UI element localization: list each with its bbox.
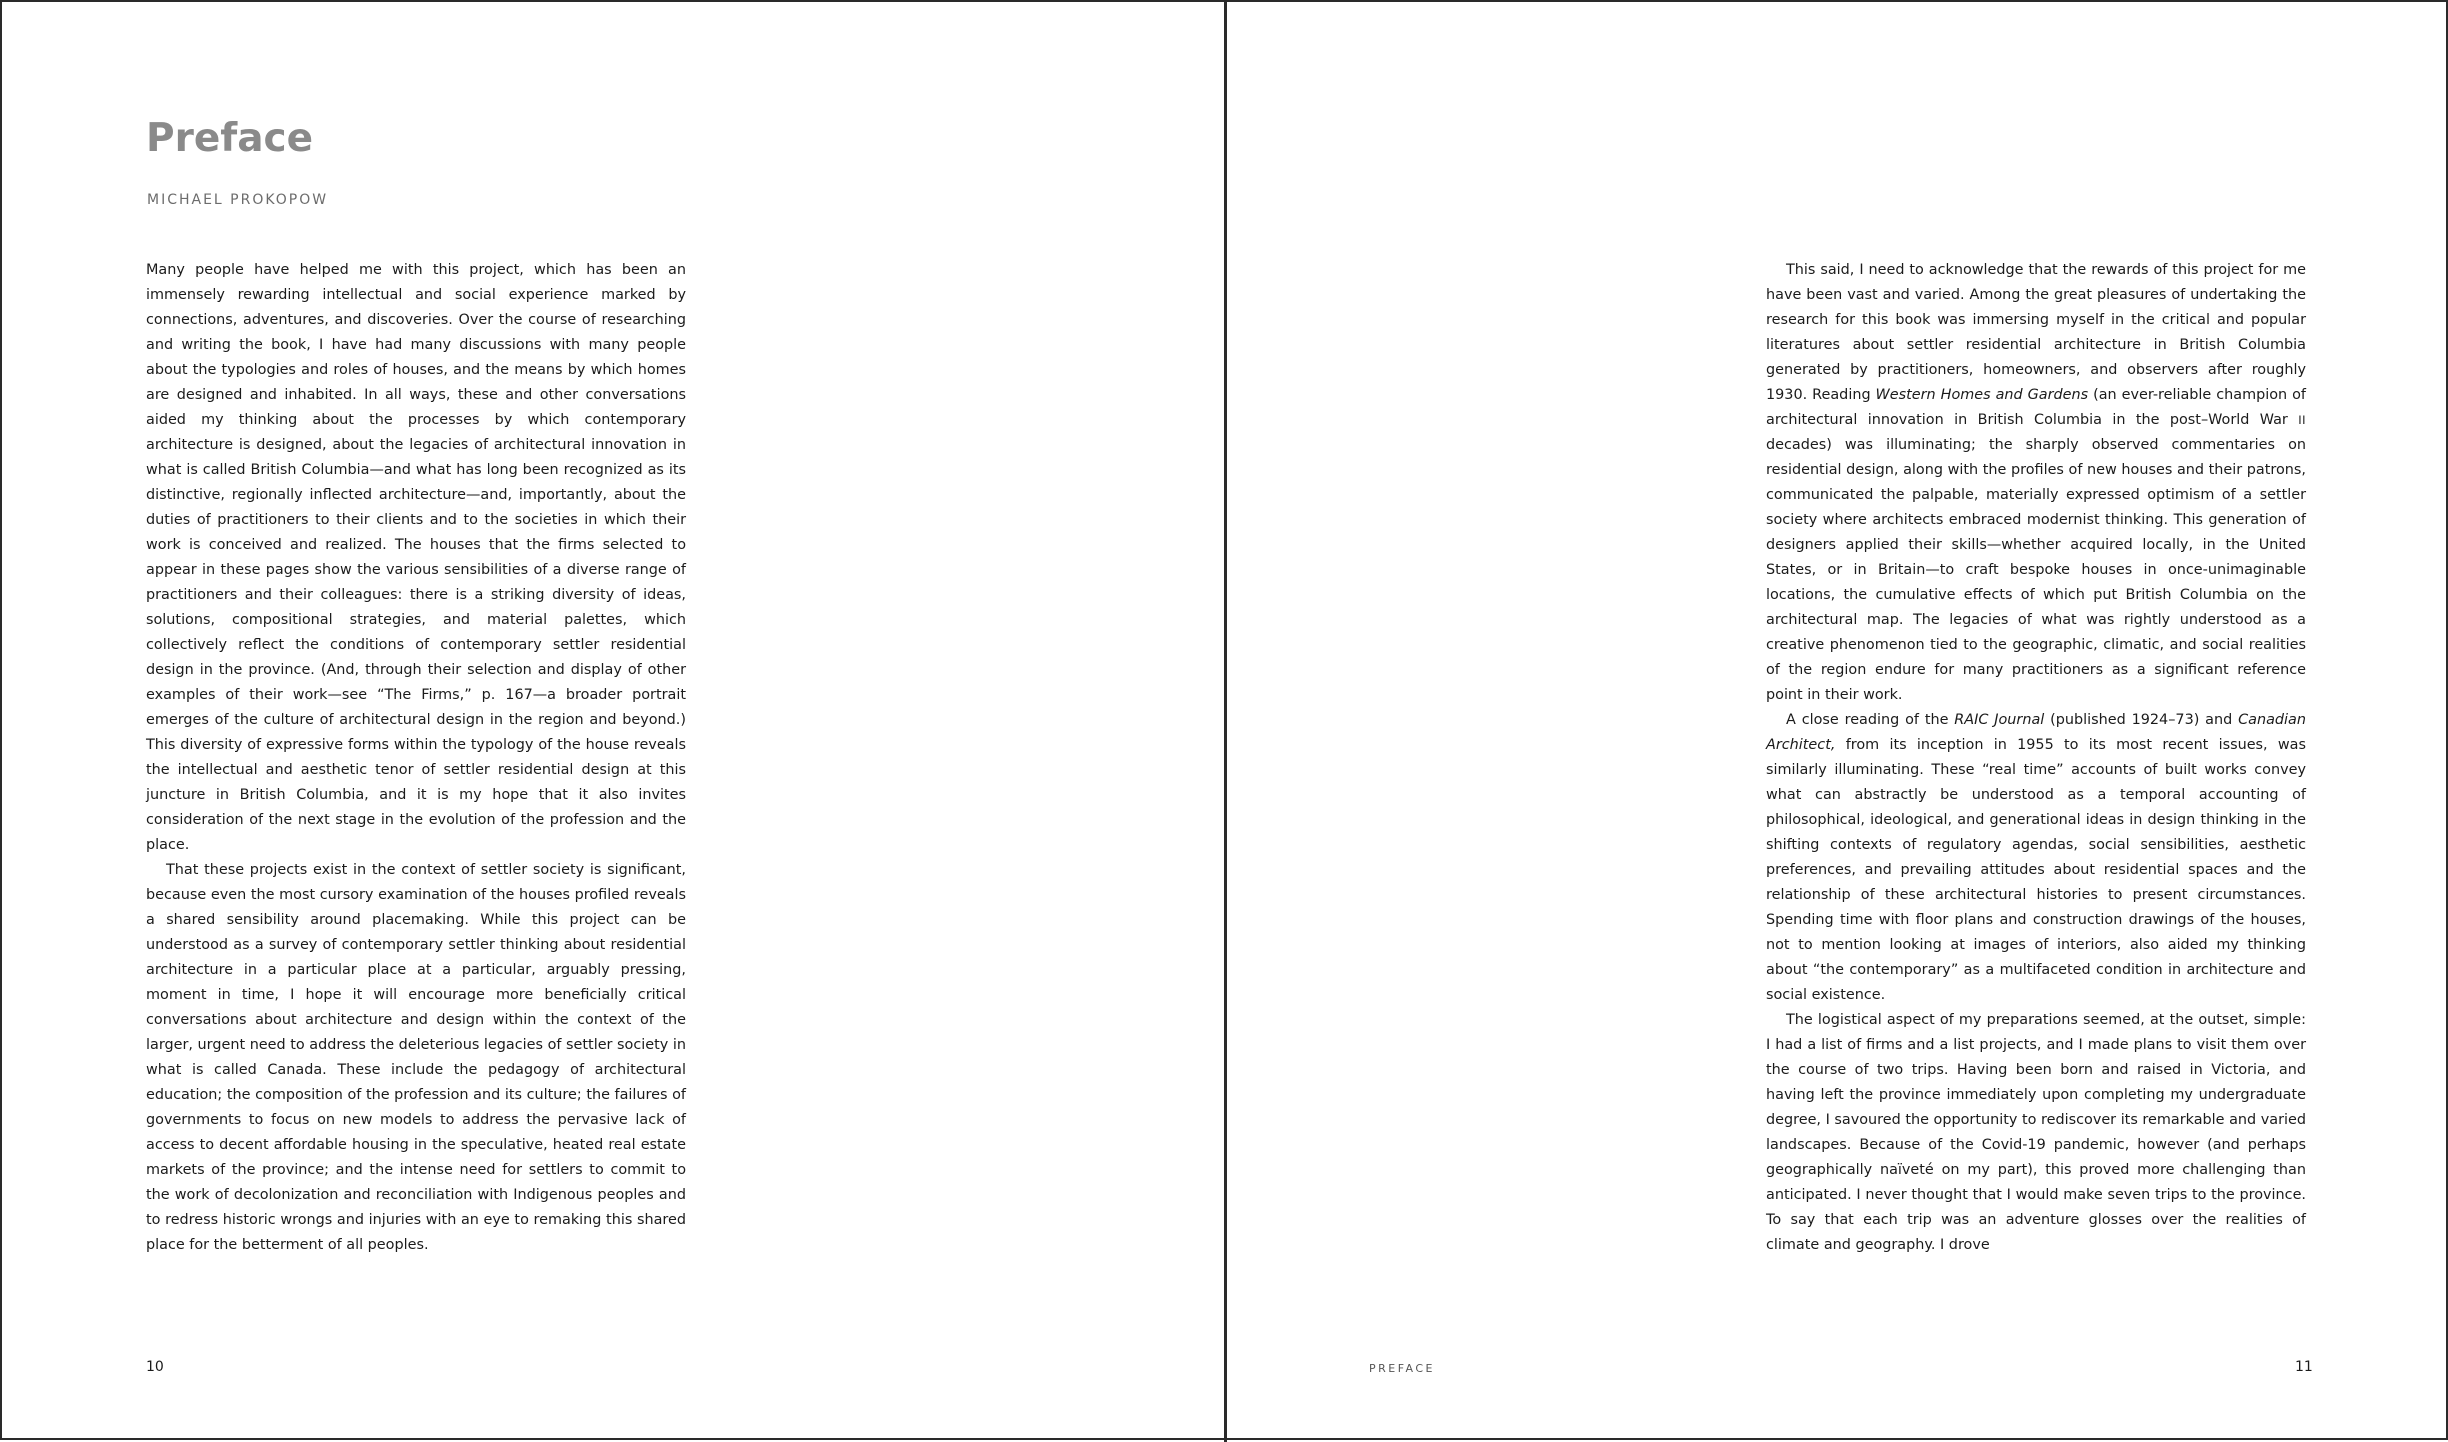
page-title: Preface (146, 116, 314, 161)
gutter-divider (1224, 2, 1227, 1442)
right-paragraph-3: The logistical aspect of my preparations seemed, at the outset, simple: I had a list of firms and a list projects, and I made plans to visit them over the course of two trips. Having been born and raised in Victoria, and having left the province immediately upon completing my undergraduate degree, I savoured the opportunity to rediscover its remarkable and varied landscapes. Because of the Covid-19 pandemic, however (and perhaps geographically naïveté on my part), this proved more challenging than anticipated. I never thought that I would make seven trips to the province. To say that each trip was an adventure glosses over the realities of climate and geography. I drove (1766, 1012, 2306, 1253)
left-paragraph-2: That these projects exist in the context of settler society is significant, because even the most cursory examination of the houses profiled reveals a shared sensibility around placemaking. While this project can be understood as a survey of contemporary settler thinking about residential architecture in a particular place at a particular, arguably pressing, moment in time, I hope it will encourage more beneficially critical conversations about architecture and design within the context of the larger, urgent need to address the deleterious legacies of settler society in what is called Canada. These include the pedagogy of architectural education; the composition of the profession and its culture; the failures of governments to focus on new models to address the pervasive lack of access to decent affordable housing in the speculative, heated real estate markets of the province; and the intense need for settlers to commit to the work of decolonization and reconciliation with Indigenous peoples and to redress historic wrongs and injuries with an eye to remaking this shared place for the betterment of all peoples. (146, 862, 686, 1253)
right-paragraph-2: A close reading of the RAIC Journal (published 1924–73) and Canadian Architect, from its inception in 1955 to its most recent issues, was similarly illuminating. These “real time” accounts of built works convey what can abstractly be understood as a temporal accounting of philosophical, ideological, and generational ideas in design thinking in the shifting contexts of regulatory agendas, social sensibilities, aesthetic preferences, and prevailing attitudes about residential spaces and the relationship of these architectural histories to present circumstances. Spending time with floor plans and construction drawings of the houses, not to mention looking at images of interiors, also aided my thinking about “the contemporary” as a multifaceted condition in architecture and social existence. (1766, 712, 2306, 1003)
running-head: PREFACE (1369, 1362, 1436, 1375)
publication-title: RAIC Journal (1954, 712, 2045, 728)
publication-title: Canadian Architect, (1766, 712, 2306, 753)
left-text-column (146, 258, 686, 1258)
author-name: MICHAEL PROKOPOW (147, 192, 329, 208)
page-number-left: 10 (146, 1359, 164, 1375)
page-number-right: 11 (2295, 1359, 2313, 1375)
right-text-column (1766, 258, 2306, 1258)
left-paragraph-1: Many people have helped me with this project, which has been an immensely rewarding intellectual and social experience marked by connections, adventures, and discoveries. Over the course of researching and writing the book, I have had many discussions with many people about the typologies and roles of houses, and the means by which homes are designed and inhabited. In all ways, these and other conversations aided my thinking about the processes by which contemporary architecture is designed, about the legacies of architectural innovation in what is called British Columbia—and what has long been recognized as its distinctive, regionally inflected architecture—and, importantly, about the duties of practitioners to their clients and to the societies in which their work is conceived and realized. The houses that the firms selected to appear in these pages show the various sensibilities of a diverse range of practitioners and their colleagues: there is a striking diversity of ideas, solutions, compositional strategies, and material palettes, which collectively reflect the conditions of contemporary settler residential design in the province. (And, through their selection and display of other examples of their work—see “The Firms,” p. 167—a broader portrait emerges of the culture of architectural design in the region and beyond.) This diversity of expressive forms within the typology of the house reveals the intellectual and aesthetic tenor of settler residential design at this juncture in British Columbia, and it is my hope that it also invites consideration of the next stage in the evolution of the profession and the place. (146, 262, 686, 853)
right-paragraph-1: This said, I need to acknowledge that the rewards of this project for me have been vast and varied. Among the great pleasures of undertaking the research for this book was immersing myself in the critical and popular literatures about settler residential architecture in British Columbia generated by practitioners, homeowners, and observers after roughly 1930. Reading Western Homes and Gardens (an ever-reliable champion of architectural innovation in British Columbia in the post–World War II decades) was illuminating; the sharply observed commentaries on residential design, along with the profiles of new houses and their patrons, communicated the palpable, materially expressed optimism of a settler society where architects embraced modernist thinking. This generation of designers applied their skills—whether acquired locally, in the United States, or in Britain—to craft bespoke houses in once-unimaginable locations, the cumulative effects of which put British Columbia on the architectural map. The legacies of what was rightly understood as a creative phenomenon tied to the geographic, climatic, and social realities of the region endure for many practitioners as a significant reference point in their work. (1766, 262, 2306, 703)
publication-title: Western Homes and Gardens (1875, 387, 2089, 403)
